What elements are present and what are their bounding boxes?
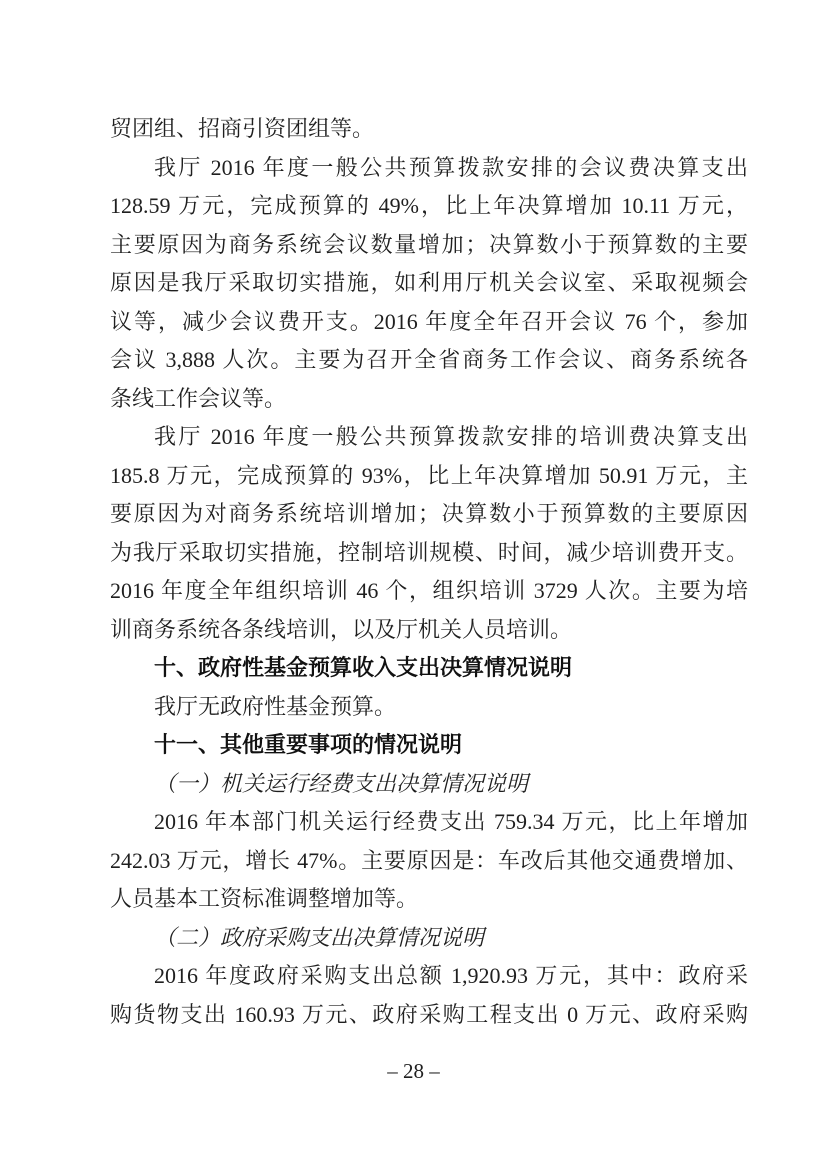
text-line: 贸团组、招商引资团组等。 (110, 116, 375, 141)
text-line: 2016 年度全年组织培训 46 个，组织培训 3729 人次。主要为培 (110, 578, 748, 603)
page-number: – 28 – (387, 1059, 440, 1083)
subsection-heading-2: （二）政府采购支出决算情况说明 (154, 924, 485, 950)
text-line: 主要原因为商务系统会议数量增加；决算数小于预算数的主要 (110, 231, 748, 257)
section-heading-10: 十、政府性基金预算收入支出决算情况说明 (154, 655, 573, 680)
text-line: 购货物支出 160.93 万元、政府采购工程支出 0 万元、政府采购 (110, 1001, 748, 1027)
text-line: 人员基本工资标准调整增加等。 (110, 886, 419, 911)
text-line: 我厅无政府性基金预算。 (154, 693, 397, 719)
text-line: 条线工作会议等。 (110, 385, 287, 411)
text-line: 原因是我厅采取切实措施，如利用厅机关会议室、采取视频会 (110, 270, 748, 295)
subsection-heading-1: （一）机关运行经费支出决算情况说明 (154, 770, 529, 796)
section-heading-11: 十一、其他重要事项的情况说明 (154, 732, 463, 757)
text-line: 为我厅采取切实措施，控制培训规模、时间，减少培训费开支。 (110, 539, 748, 565)
text-line: 2016 年度政府采购支出总额 1,920.93 万元，其中：政府采 (154, 963, 748, 988)
document-body (110, 110, 748, 1034)
text-line: 185.8 万元，完成预算的 93%，比上年决算增加 50.91 万元，主 (110, 462, 748, 488)
text-line: 242.03 万元，增长 47%。主要原因是：车改后其他交通费增加、 (110, 847, 748, 873)
text-line: 我厅 2016 年度一般公共预算拨款安排的培训费决算支出 (154, 424, 748, 449)
text-line: 我厅 2016 年度一般公共预算拨款安排的会议费决算支出 (154, 154, 748, 180)
text-line: 会议 3,888 人次。主要为召开全省商务工作会议、商务系统各 (110, 347, 748, 372)
text-line: 128.59 万元，完成预算的 49%，比上年决算增加 10.11 万元， (110, 193, 748, 218)
text-line: 议等，减少会议费开支。2016 年度全年召开会议 76 个，参加 (110, 308, 748, 334)
text-line: 2016 年本部门机关运行经费支出 759.34 万元，比上年增加 (154, 809, 748, 834)
text-line: 训商务系统各条线培训，以及厅机关人员培训。 (110, 616, 573, 642)
text-line: 要原因为对商务系统培训增加；决算数小于预算数的主要原因 (110, 501, 748, 526)
